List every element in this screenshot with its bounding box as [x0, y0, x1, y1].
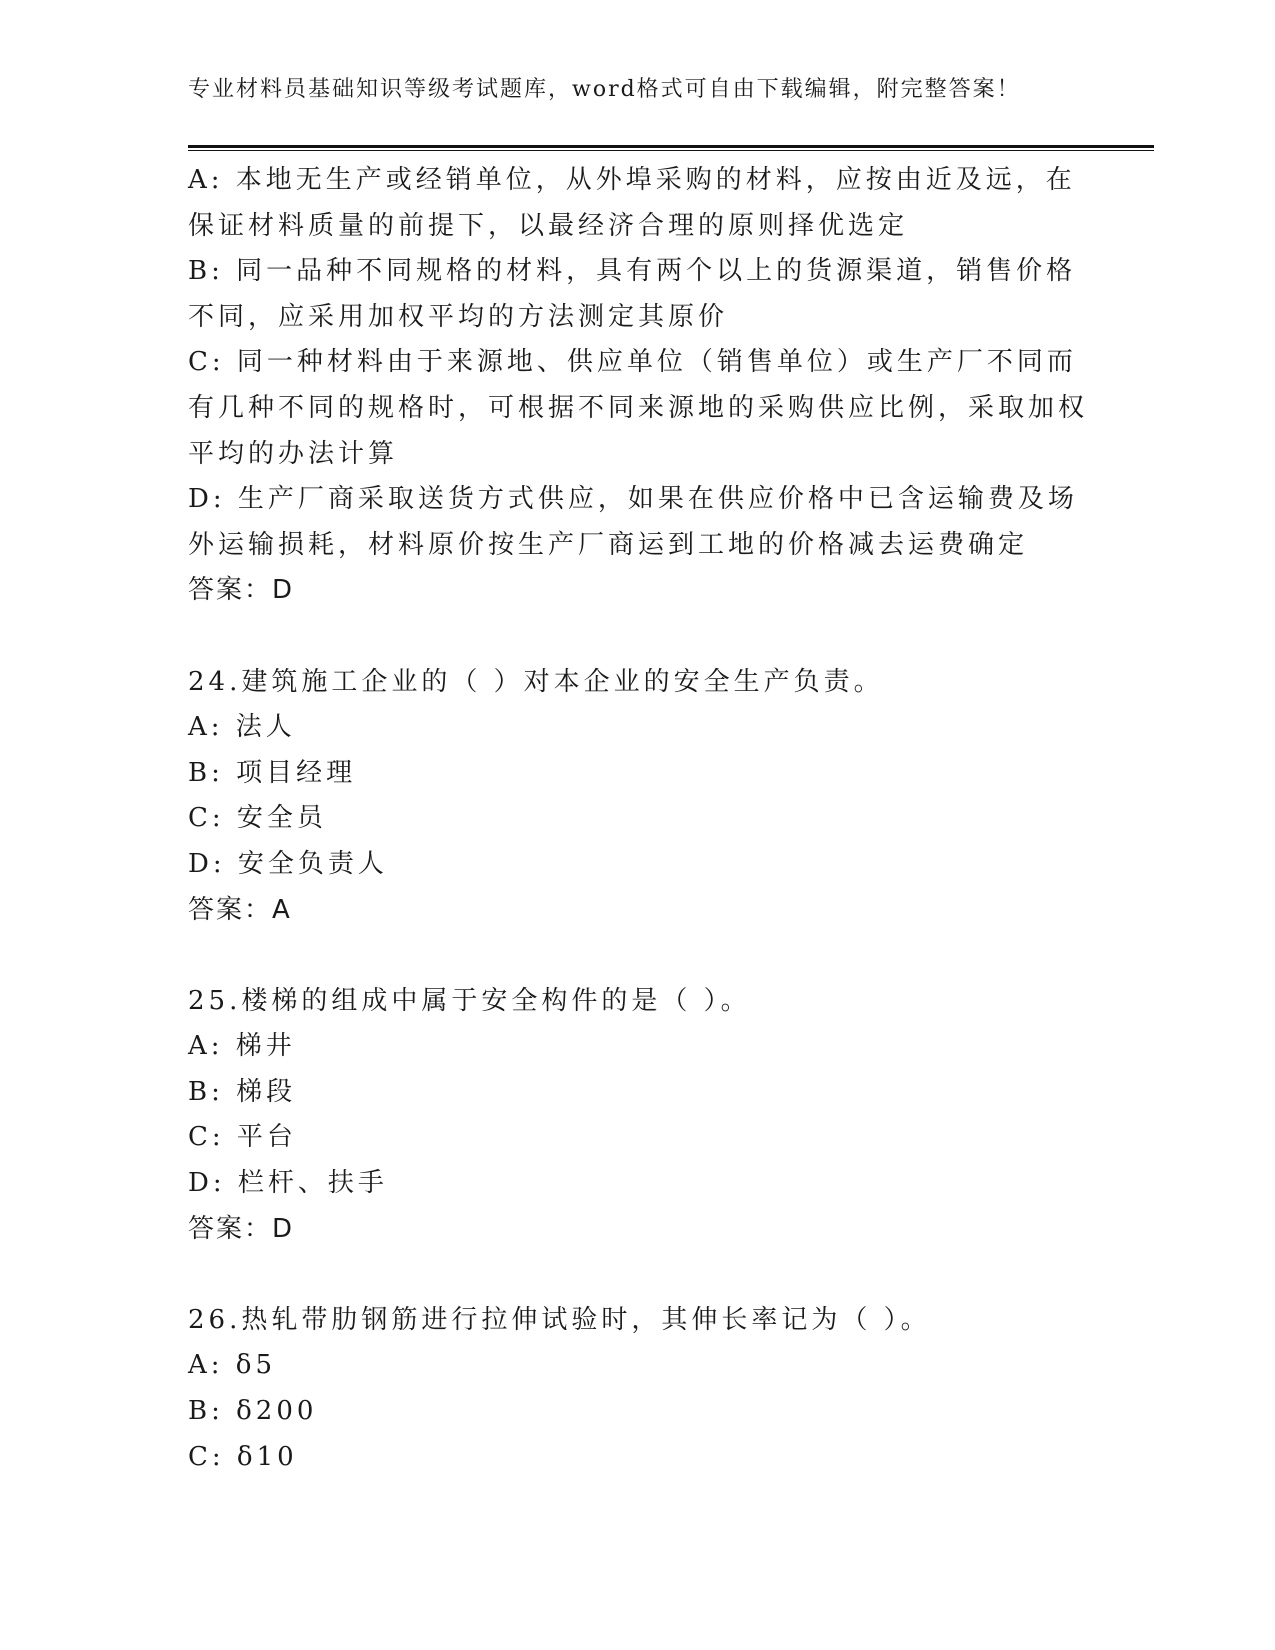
page-header: 专业材料员基础知识等级考试题库，word格式可自由下载编辑，附完整答案！ [188, 77, 1021, 102]
answer: 答案：D [188, 1213, 295, 1244]
option-c: C: δ10 [188, 1441, 298, 1472]
question-stem: 25.楼梯的组成中属于安全构件的是（ ）。 [188, 985, 751, 1016]
option-b: B: 同一品种不同规格的材料，具有两个以上的货源渠道，销售价格不同，应采用加权平均的方法测定其原价 [188, 256, 1077, 332]
spacer [188, 614, 1088, 660]
spacer [188, 1252, 1088, 1298]
option-a: A: 法人 [188, 712, 296, 743]
option-c: C: 安全员 [188, 803, 327, 834]
question-stem: 24.建筑施工企业的（ ）对本企业的安全生产负责。 [188, 666, 884, 697]
option-b: B: 梯段 [188, 1076, 297, 1107]
question-23 [188, 158, 1088, 614]
option-c: C: 同一种材料由于来源地、供应单位（销售单位）或生产厂不同而有几种不同的规格时，可根据不同来源地的采购供应比例，采取加权平均的办法计算 [188, 347, 1089, 469]
option-d: D: 安全负责人 [188, 848, 388, 879]
option-b: B: 项目经理 [188, 757, 357, 788]
option-d: D: 生产厂商采取送货方式供应，如果在供应价格中已含运输费及场外运输损耗，材料原价按生产厂商运到工地的价格减去运费确定 [188, 484, 1078, 560]
document-body [188, 158, 1088, 1480]
option-a: A: 梯井 [188, 1031, 296, 1062]
answer: 答案：A [188, 894, 292, 925]
answer: 答案：D [188, 575, 295, 606]
header-rule-thick [188, 145, 1154, 148]
spacer [188, 933, 1088, 979]
option-a: A: δ5 [188, 1350, 276, 1381]
question-stem: 26.热轧带肋钢筋进行拉伸试验时，其伸长率记为（ ）。 [188, 1304, 931, 1335]
option-a: A: 本地无生产或经销单位，从外埠采购的材料，应按由近及远，在保证材料质量的前提下，以最经济合理的原则择优选定 [188, 165, 1076, 241]
option-d: D: 栏杆、扶手 [188, 1168, 388, 1199]
option-c: C: 平台 [188, 1122, 297, 1153]
header-rule-thin [188, 150, 1154, 151]
question-24 [188, 660, 1088, 934]
option-b: B: δ200 [188, 1396, 318, 1427]
question-26 [188, 1298, 1088, 1480]
question-25 [188, 979, 1088, 1253]
